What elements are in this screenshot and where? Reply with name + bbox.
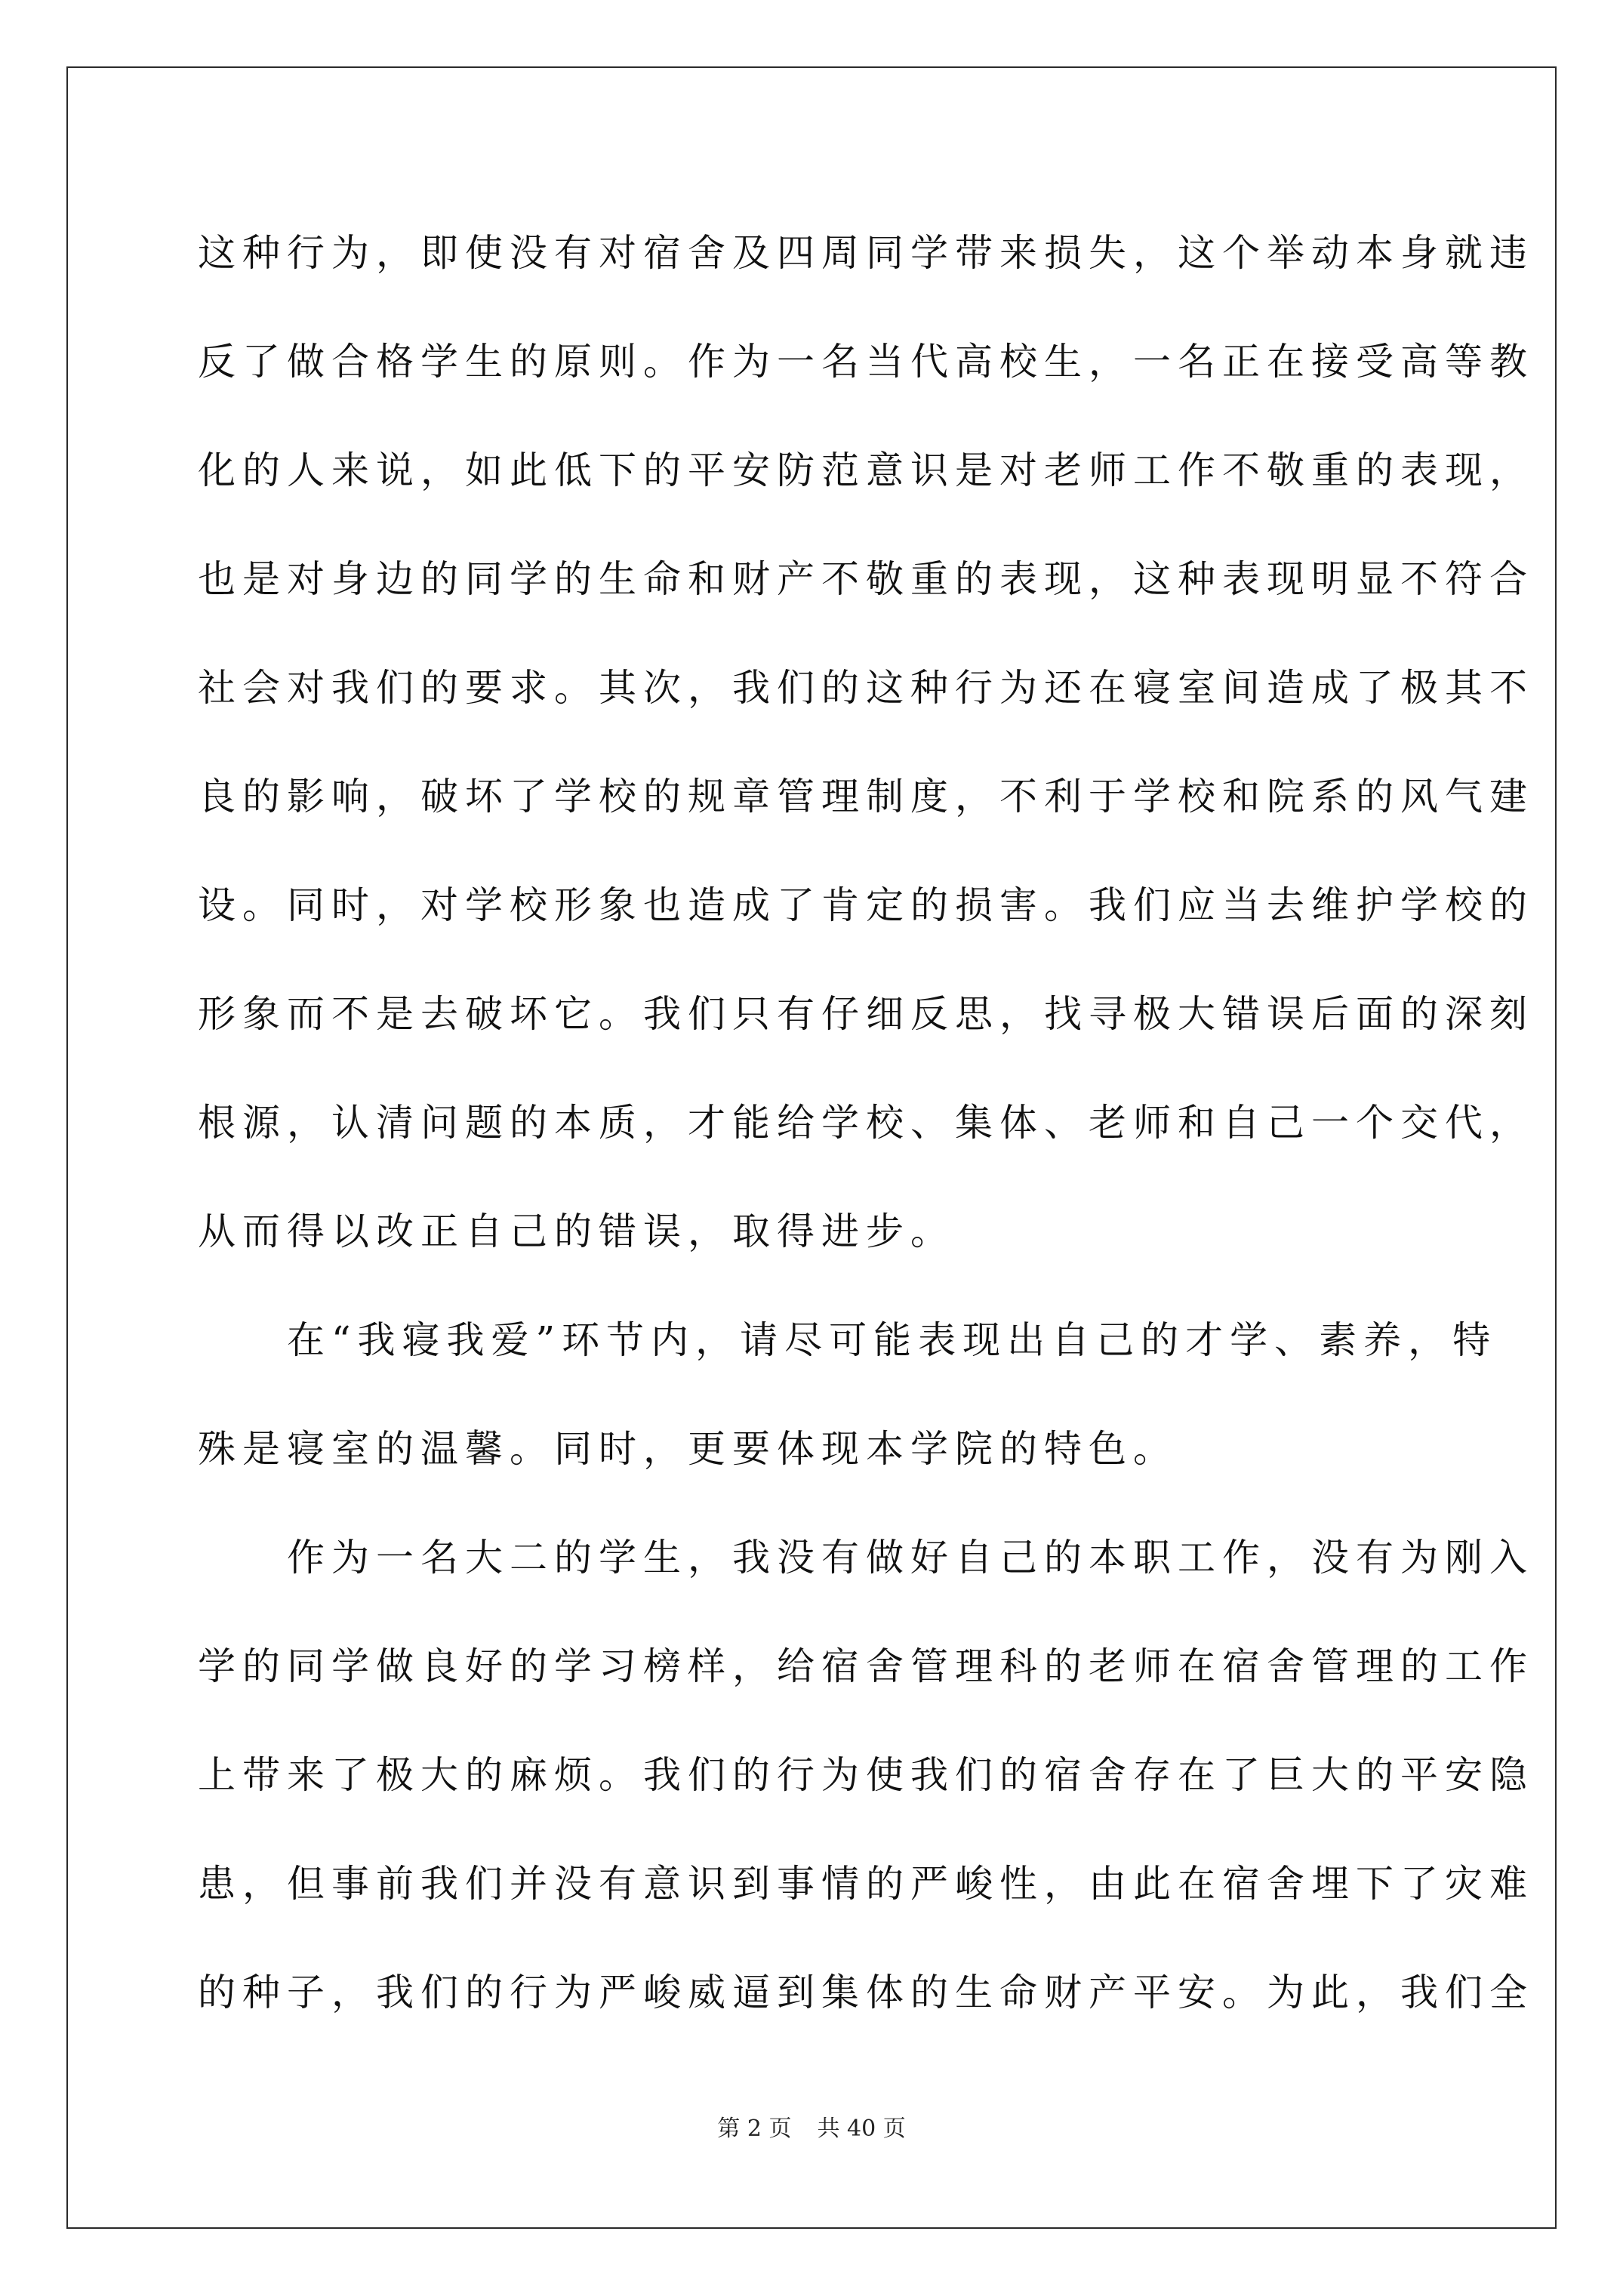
- text-line: 根源，认清问题的本质，才能给学校、集体、老师和自己一个交代，: [198, 1101, 1534, 1145]
- text-line: 学的同学做良好的学习榜样，给宿舍管理科的老师在宿舍管理的工作: [198, 1644, 1534, 1688]
- text-line: 设。同时，对学校形象也造成了肯定的损害。我们应当去维护学校的: [198, 883, 1534, 927]
- paragraph-3: [198, 1503, 1534, 2047]
- text-line: 也是对身边的同学的生命和财产不敬重的表现，这种表现明显不符合: [198, 557, 1534, 601]
- text-line: 社会对我们的要求。其次，我们的这种行为还在寝室间造成了极其不: [198, 666, 1534, 710]
- paragraph-1: [198, 199, 1534, 1286]
- text-line: 反了做合格学生的原则。作为一名当代高校生，一名正在接受高等教: [198, 340, 1534, 384]
- text-line: 良的影响，破坏了学校的规章管理制度，不利于学校和院系的风气建: [198, 775, 1534, 818]
- text-line: 从而得以改正自己的错误，取得进步。: [198, 1210, 955, 1253]
- text-line: 患，但事前我们并没有意识到事情的严峻性，由此在宿舍埋下了灾难: [198, 1862, 1534, 1906]
- text-line: 上带来了极大的麻烦。我们的行为使我们的宿舍存在了巨大的平安隐: [198, 1753, 1534, 1797]
- page-number: 第 2 页: [717, 2116, 792, 2142]
- document-body: [198, 199, 1534, 2047]
- text-line: 殊是寝室的温馨。同时，更要体现本学院的特色。: [198, 1427, 1178, 1471]
- text-line: 的种子，我们的行为严峻威逼到集体的生命财产平安。为此，我们全: [198, 1971, 1534, 2014]
- paragraph-2: [198, 1286, 1498, 1503]
- page-footer: [0, 2114, 1623, 2144]
- text-line: 形象而不是去破坏它。我们只有仔细反思，找寻极大错误后面的深刻: [198, 992, 1534, 1036]
- page-total: 共 40 页: [817, 2116, 906, 2142]
- text-line: 这种行为，即使没有对宿舍及四周同学带来损失，这个举动本身就违: [198, 231, 1534, 275]
- text-line: 化的人来说，如此低下的平安防范意识是对老师工作不敬重的表现，: [198, 448, 1534, 492]
- text-line: 在“我寝我爱”环节内，请尽可能表现出自己的才学、素养，特: [287, 1318, 1498, 1362]
- text-line: 作为一名大二的学生，我没有做好自己的本职工作，没有为刚入: [287, 1536, 1534, 1579]
